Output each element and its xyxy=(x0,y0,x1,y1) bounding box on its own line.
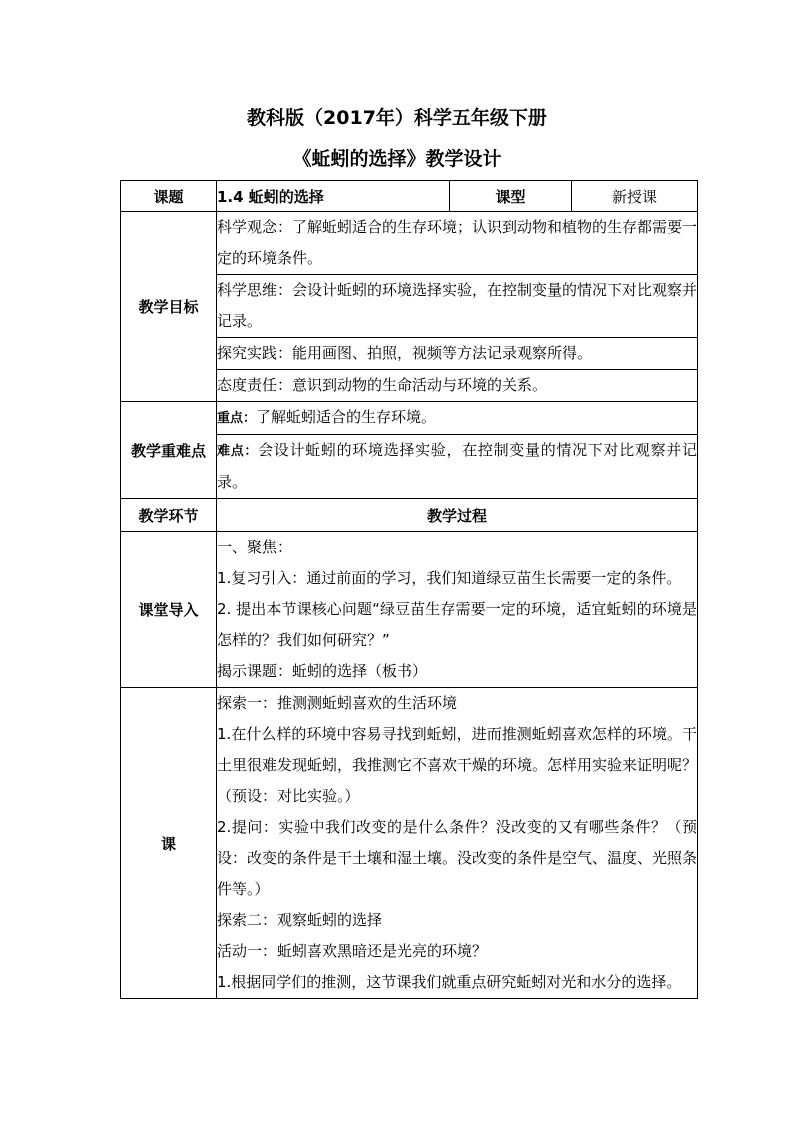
type-label: 课型 xyxy=(450,181,572,212)
lesson-row xyxy=(121,688,698,999)
process-header-row xyxy=(121,499,698,532)
objective-item: 态度责任：意识到动物的生命活动与环境的关系。 xyxy=(217,370,698,402)
lesson-line: 探索一：推测测蚯蚓喜欢的生活环境 xyxy=(217,694,458,712)
difficult-point-tag: 难点： xyxy=(217,444,259,459)
difficult-point-cell xyxy=(217,435,698,499)
intro-line: 2. 提出本节课核心问题“绿豆苗生存需要一定的环境，适宜蚯蚓的环境是怎样的？我们如何研究？” xyxy=(217,600,697,649)
intro-content xyxy=(217,532,698,688)
objective-item: 探究实践：能用画图、拍照，视频等方法记录观察所得。 xyxy=(217,338,698,370)
stage-label: 教学环节 xyxy=(121,499,217,532)
key-point-text: 了解蚯蚓适合的生存环境。 xyxy=(256,408,437,426)
lesson-line: 1.根据同学们的推测，这节课我们就重点研究蚯蚓对光和水分的选择。 xyxy=(217,973,682,991)
objective-item: 科学观念：了解蚯蚓适合的生存环境；认识到动物和植物的生存都需要一定的环境条件。 xyxy=(217,212,698,275)
intro-line: 一、聚焦： xyxy=(217,538,293,556)
topic-row xyxy=(121,181,698,212)
lesson-line: 探索二：观察蚯蚓的选择 xyxy=(217,911,383,929)
process-label: 教学过程 xyxy=(217,499,698,532)
lesson-line: 1.在什么样的环境中容易寻找到蚯蚓，进而推测蚯蚓喜欢怎样的环境。干土里很难发现蚯蚓，我推测它不喜欢干燥的环境。怎样用实验来证明呢？（预设：对比实验。） xyxy=(217,725,698,805)
intro-line: 1.复习引入：通过前面的学习，我们知道绿豆苗生长需要一定的条件。 xyxy=(217,569,682,587)
lesson-line: 活动一：蚯蚓喜欢黑暗还是光亮的环境？ xyxy=(217,942,488,960)
key-point-row xyxy=(121,402,698,435)
objective-row xyxy=(121,212,698,275)
key-point-cell xyxy=(217,402,698,435)
topic-label: 课题 xyxy=(121,181,217,212)
lesson-content xyxy=(217,688,698,999)
lesson-line: 2.提问：实验中我们改变的是什么条件？没改变的又有哪些条件？（预设：改变的条件是干土壤和湿土壤。没改变的条件是空气、温度、光照条件等。） xyxy=(217,818,698,898)
objective-item: 科学思维：会设计蚯蚓的环境选择实验，在控制变量的情况下对比观察并记录。 xyxy=(217,275,698,338)
intro-row xyxy=(121,532,698,688)
key-point-tag: 重点： xyxy=(217,411,257,426)
document-title: 教科版（2017年）科学五年级下册 xyxy=(247,107,547,129)
objectives-label: 教学目标 xyxy=(121,212,217,402)
document-subtitle: 《蚯蚓的选择》教学设计 xyxy=(292,148,502,170)
intro-label: 课堂导入 xyxy=(121,532,217,688)
difficult-point-text: 会设计蚯蚓的环境选择实验，在控制变量的情况下对比观察并记录。 xyxy=(217,441,697,491)
intro-line: 揭示课题：蚯蚓的选择（板书） xyxy=(217,662,428,680)
key-points-label: 教学重难点 xyxy=(121,402,217,499)
type-value: 新授课 xyxy=(572,181,698,212)
lesson-label: 课 xyxy=(121,688,217,999)
lesson-plan-table xyxy=(120,180,698,999)
topic-value: 1.4 蚯蚓的选择 xyxy=(217,181,450,212)
